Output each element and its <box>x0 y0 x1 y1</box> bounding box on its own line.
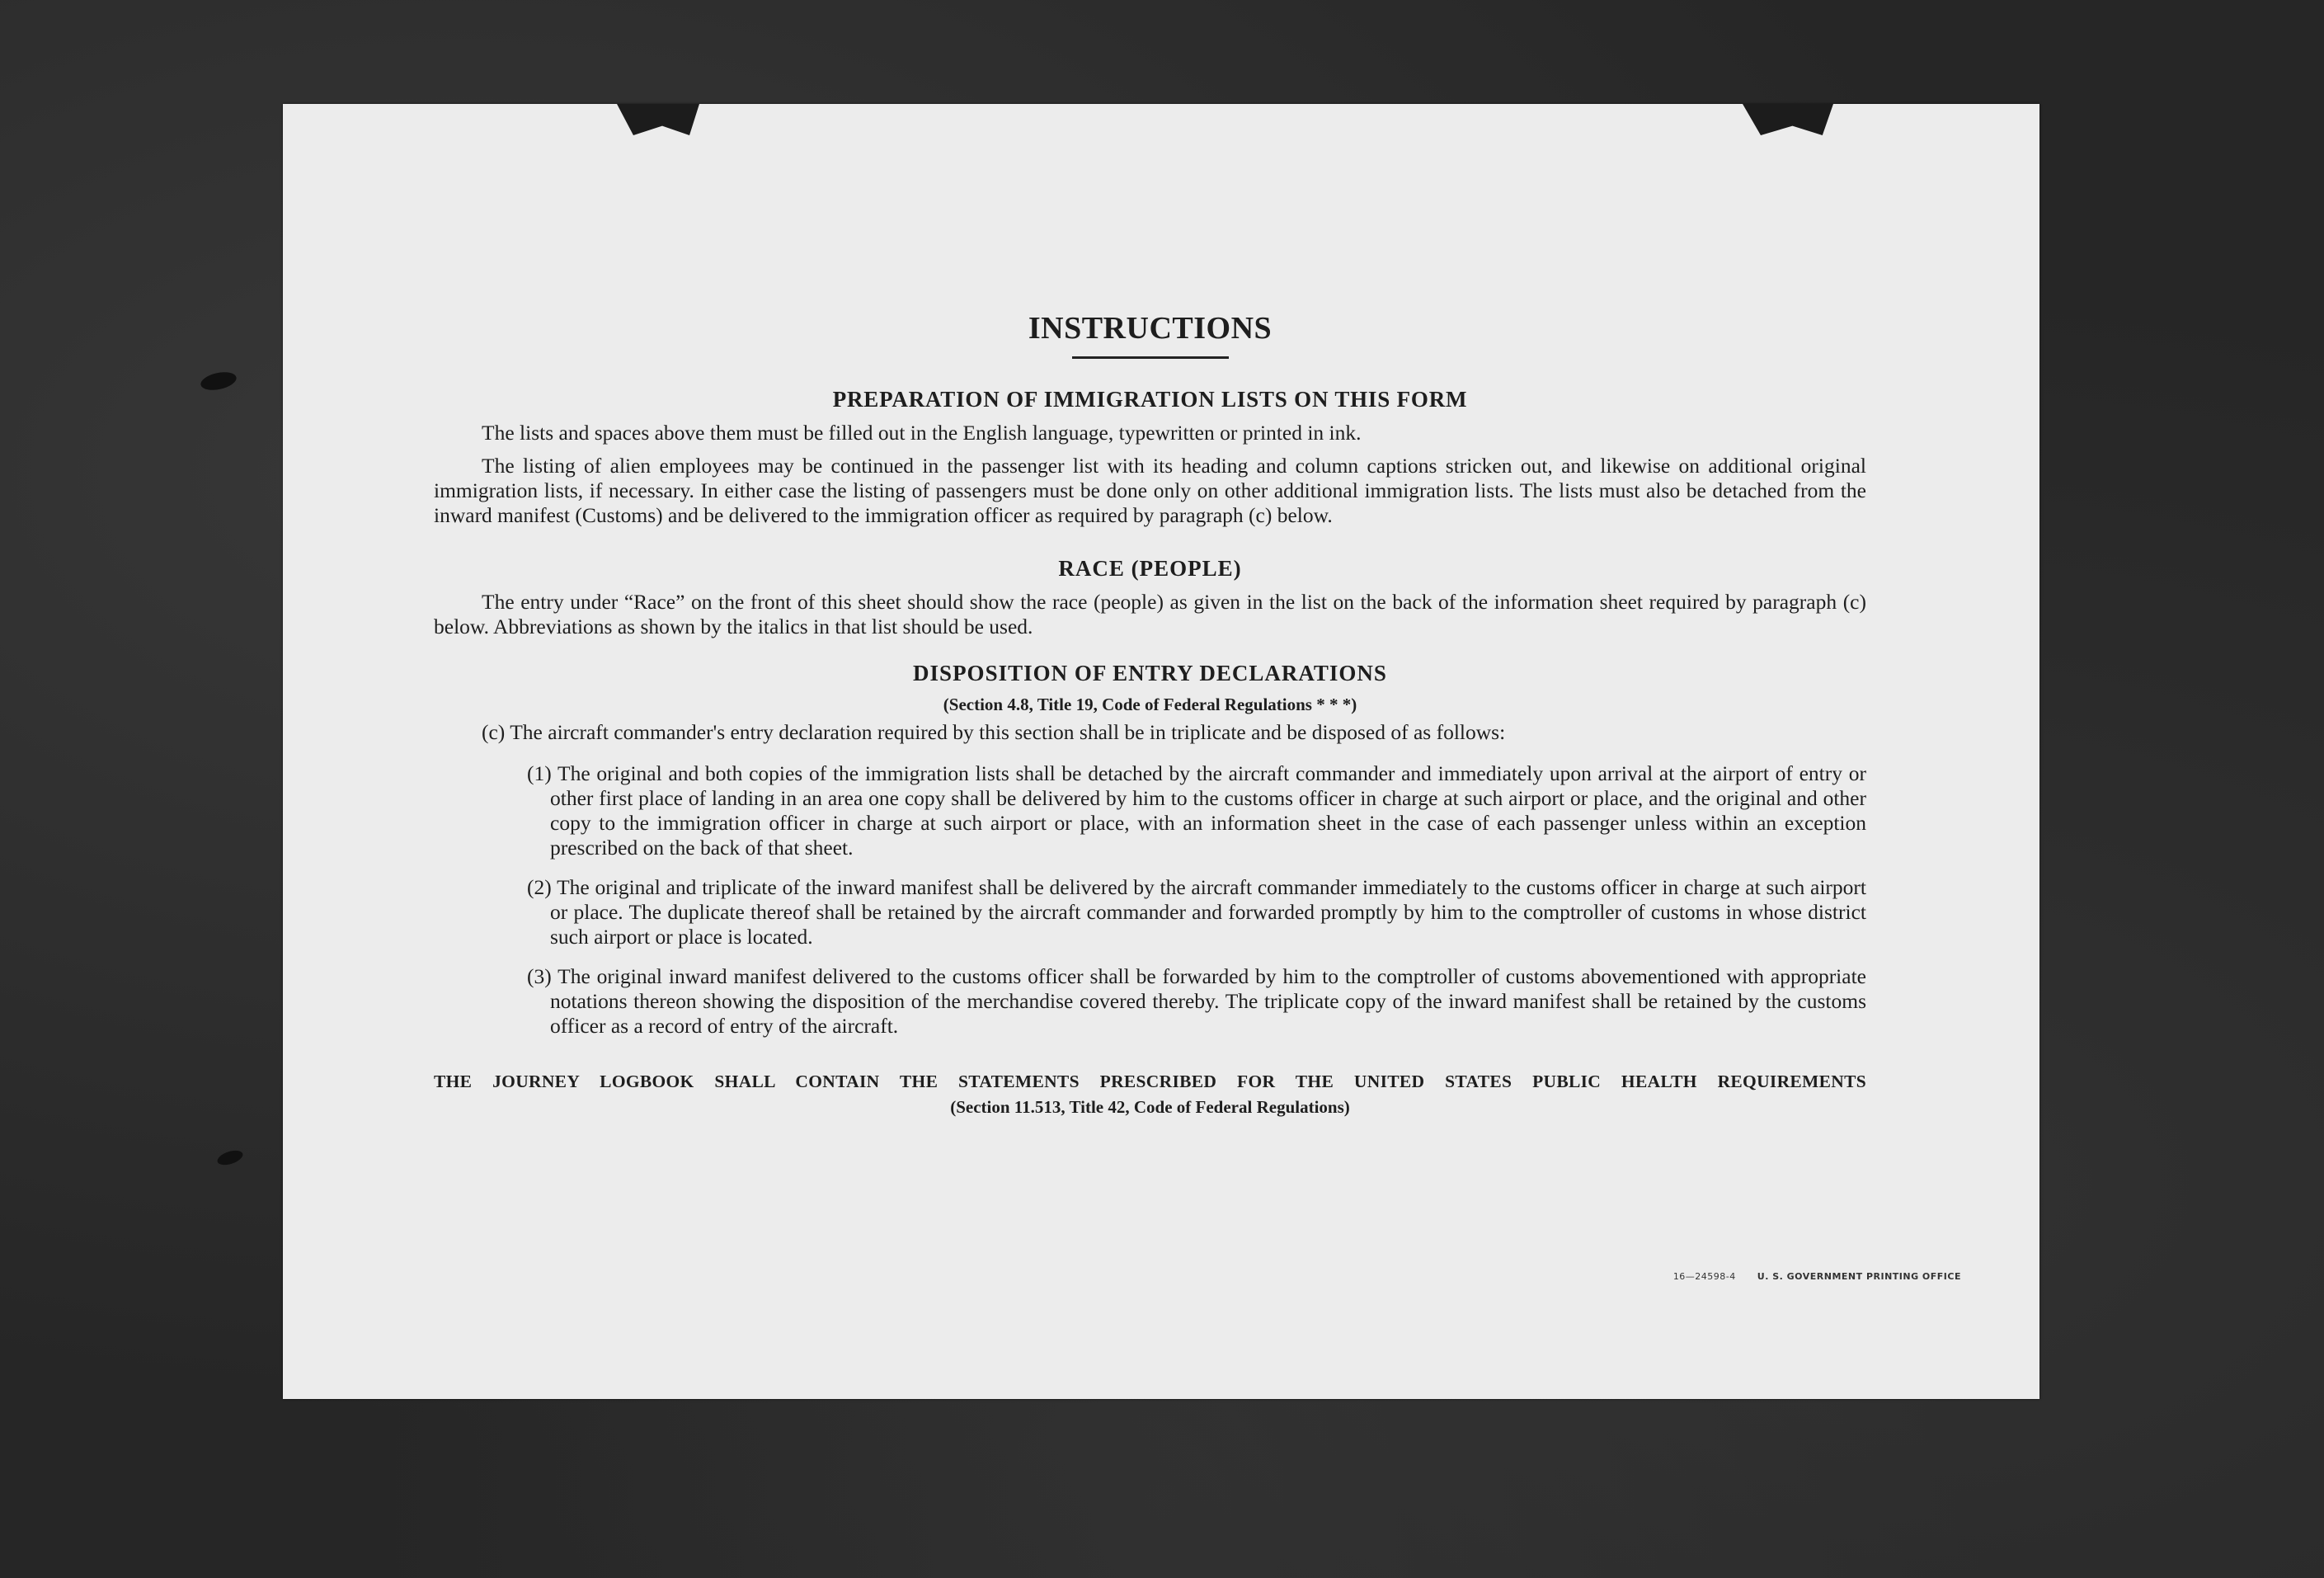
printer-imprint <box>1673 1271 1961 1282</box>
paragraph-c-text: The aircraft commander's entry declaration required by this section shall be in triplicate and be disposed of as follows: <box>510 720 1506 744</box>
document-title: INSTRUCTIONS <box>1028 311 1273 346</box>
paragraph-language: The lists and spaces above them must be filled out in the English language, typewritten or printed in ink. <box>482 421 1362 445</box>
section-citation: (Section 4.8, Title 19, Code of Federal Regulations * * *) <box>943 695 1357 714</box>
footer-health-requirements: THE JOURNEY LOGBOOK SHALL CONTAIN THE STATEMENTS PRESCRIBED FOR THE UNITED STATES PUBLIC HEALTH REQUIREMENTS <box>434 1072 1866 1091</box>
printing-office: U. S. GOVERNMENT PRINTING OFFICE <box>1757 1271 1961 1282</box>
list-item <box>527 875 1866 949</box>
list-item <box>527 964 1866 1039</box>
item-text: The original and triplicate of the inward manifest shall be delivered by the aircraft commander immediately to the customs officer in charge at such airport or place. The duplicate thereof shall be retained by the aircraft commander and forwarded promptly by him to the comptroller of customs in whose district such airport or place is located. <box>550 875 1866 949</box>
item-text: The original and both copies of the immigration lists shall be detached by the aircraft commander and immediately upon arrival at the airport of entry or other first place of landing in an area one copy shall be delivered by him to the customs officer in charge at such airport or place, and the original and other copy to the immigration officer in charge at such airport or place, with an information sheet in the case of each passenger unless within an exception prescribed on the back of that sheet. <box>550 761 1866 860</box>
paragraph-c-label: (c) <box>482 720 506 744</box>
list-item <box>527 761 1866 860</box>
instructions-text <box>434 310 1866 1118</box>
form-code: 16—24598-4 <box>1672 1271 1736 1282</box>
title-underline <box>1072 356 1229 359</box>
paragraph-c <box>434 720 1866 745</box>
item-label: (3) <box>527 964 552 988</box>
item-text: The original inward manifest delivered to the customs officer shall be forwarded by him to the comptroller of customs abovementioned with appropriate notations thereon showing the disposition of the merchandise covered thereby. The triplicate copy of the inward manifest shall be retained by the customs officer as a record of entry of the aircraft. <box>550 964 1866 1038</box>
paragraph-race: The entry under “Race” on the front of this sheet should show the race (people) as given in the list on the back of the information sheet required by paragraph (c) below. Abbreviations as shown by the italics in that list should be used. <box>434 590 1866 638</box>
footer-citation: (Section 11.513, Title 42, Code of Federal Regulations) <box>950 1097 1350 1117</box>
binding-tab-left <box>617 104 699 135</box>
item-label: (2) <box>527 875 552 899</box>
item-label: (1) <box>527 761 552 785</box>
binding-tab-right <box>1743 104 1833 135</box>
section-heading-preparation: PREPARATION OF IMMIGRATION LISTS ON THIS FORM <box>832 387 1468 412</box>
section-heading-race: RACE (PEOPLE) <box>1058 556 1242 581</box>
paragraph-alien-employees: The listing of alien employees may be continued in the passenger list with its heading and column captions stricken out, and likewise on additional original immigration lists, if necessary. In either case the listing of passengers must be done only on other additional immigration lists. The lists must also be detached from the inward manifest (Customs) and be delivered to the immigration officer as required by paragraph (c) below. <box>434 454 1866 527</box>
document-sheet <box>283 104 2039 1399</box>
section-heading-disposition: DISPOSITION OF ENTRY DECLARATIONS <box>913 661 1387 685</box>
